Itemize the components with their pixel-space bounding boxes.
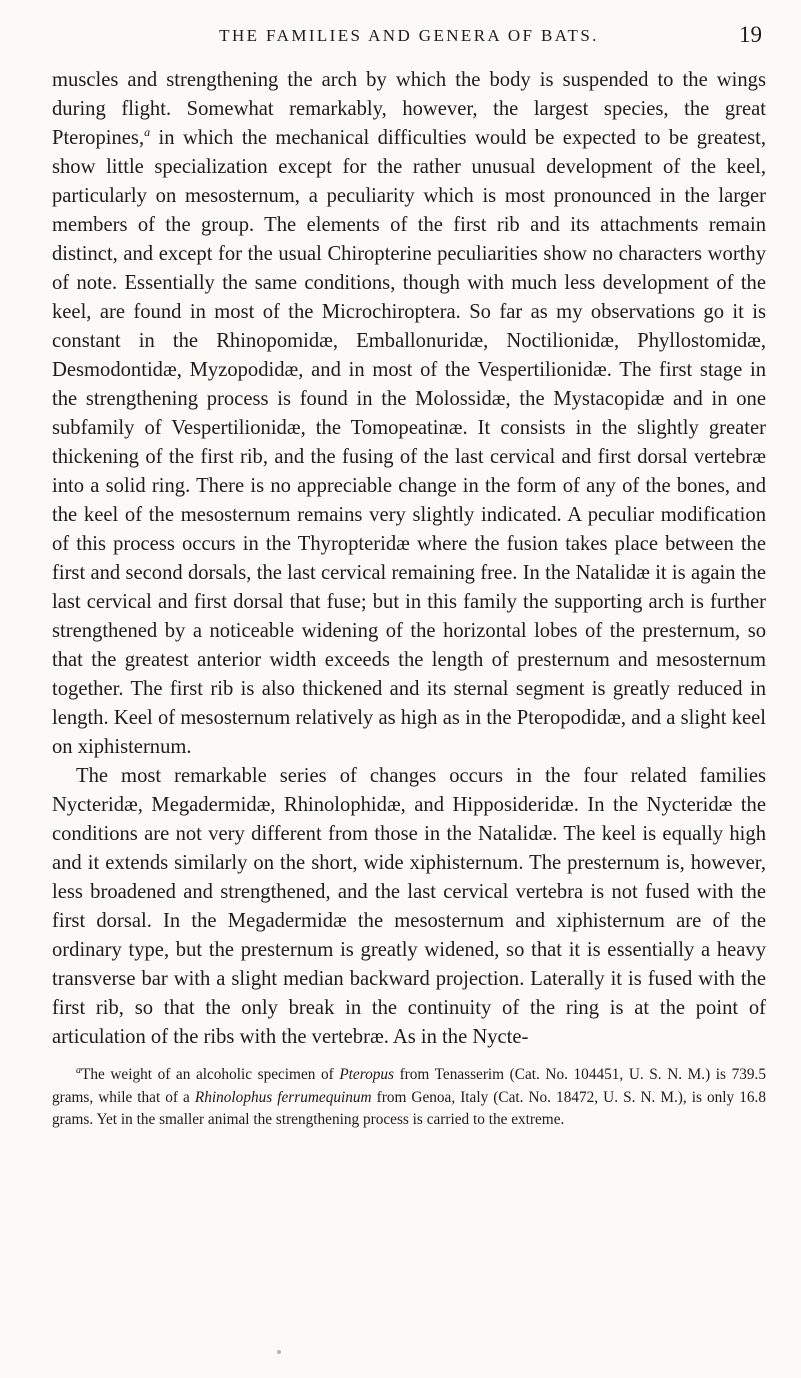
running-title: THE FAMILIES AND GENERA OF BATS. <box>219 26 599 45</box>
ink-speck <box>277 1350 281 1354</box>
footnote-marker: a <box>76 1065 81 1076</box>
footnote-text: The weight of an alcoholic specimen of <box>81 1066 340 1083</box>
body-paragraph-1 <box>52 66 766 762</box>
body-text: muscles and strengthening the arch by which the body is suspended to the wings during flight. Somewhat remarkably, however, the largest species, the great Pteropines, <box>52 69 766 149</box>
footnote <box>52 1064 766 1132</box>
footnote-reference: a <box>144 125 151 139</box>
footnote-text: from Genoa, Italy (Cat. No. 18472, U. S. N. M.), is only 16.8 grams. Yet in the smaller animal the strengthening process is carried to the extreme. <box>52 1088 766 1128</box>
running-head <box>52 22 766 66</box>
body-paragraph-2: The most remarkable series of changes occurs in the four related families Nycteridæ, Megadermidæ, Rhinolophidæ, and Hipposideridæ. In the Nycteridæ the conditions are not very different from those in the Natalidæ. The keel is equally high and it extends similarly on the short, wide xiphisternum. The presternum is, however, less broadened and strengthened, and the last cervical vertebra is not fused with the first dorsal. In the Megadermidæ the mesosternum and xiphisternum are of the ordinary type, but the presternum is greatly widened, so that it is essentially a heavy transverse bar with a slight median backward projection. Laterally it is fused with the first rib, so that the only break in the continuity of the ring is at the point of articulation of the ribs with the vertebræ. As in the Nycte- <box>52 765 766 1048</box>
book-page <box>52 22 766 1132</box>
page-number: 19 <box>739 22 762 47</box>
body-text: in which the mechanical difficulties would be expected to be greatest, show little specialization except for the rather unusual development of the keel, particularly on mesosternum, a peculiarity which is most pronounced in the larger members of the group. The elements of the first rib and its attachments remain distinct, and except for the usual Chiropterine peculiarities show no characters worthy of note. Essentially the same conditions, though with much less development of the keel, are found in most of the Microchiroptera. So far as my observations go it is constant in the Rhinopomidæ, Emballonuridæ, Noctilionidæ, Phyllostomidæ, Desmodontidæ, Myzopodidæ, and in most of the Vespertilionidæ. The first stage in the strengthening process is found in the Molossidæ, the Mystacopidæ and in one subfamily of Vespertilionidæ, the Tomopeatinæ. It consists in the slightly greater thickening of the first rib, and the fusing of the last cervical and first dorsal vertebræ into a solid ring. There is no appreciable change in the form of any of the bones, and the keel of the mesosternum remains very slightly indicated. A peculiar modification of this process occurs in the Thyropteridæ where the fusion takes place between the first and second dorsals, the last cervical remaining free. In the Natalidæ it is again the last cervical and first dorsal that fuse; but in this family the supporting arch is further strengthened by a noticeable widening of the horizontal lobes of the presternum, so that the greatest anterior width exceeds the length of presternum and mesosternum together. The first rib is also thickened and its sternal segment is greatly reduced in length. Keel of mesosternum relatively as high as in the Pteropodidæ, and a slight keel on xiphisternum. <box>52 127 766 758</box>
footnote-genus-name: Pteropus <box>339 1066 394 1083</box>
footnote-text: from Tenasserim (Cat. No. 104451, U. S. N. M.) is 739.5 grams, while that of a <box>52 1066 766 1106</box>
footnote-species-name: Rhinolophus ferrumequinum <box>194 1088 372 1106</box>
